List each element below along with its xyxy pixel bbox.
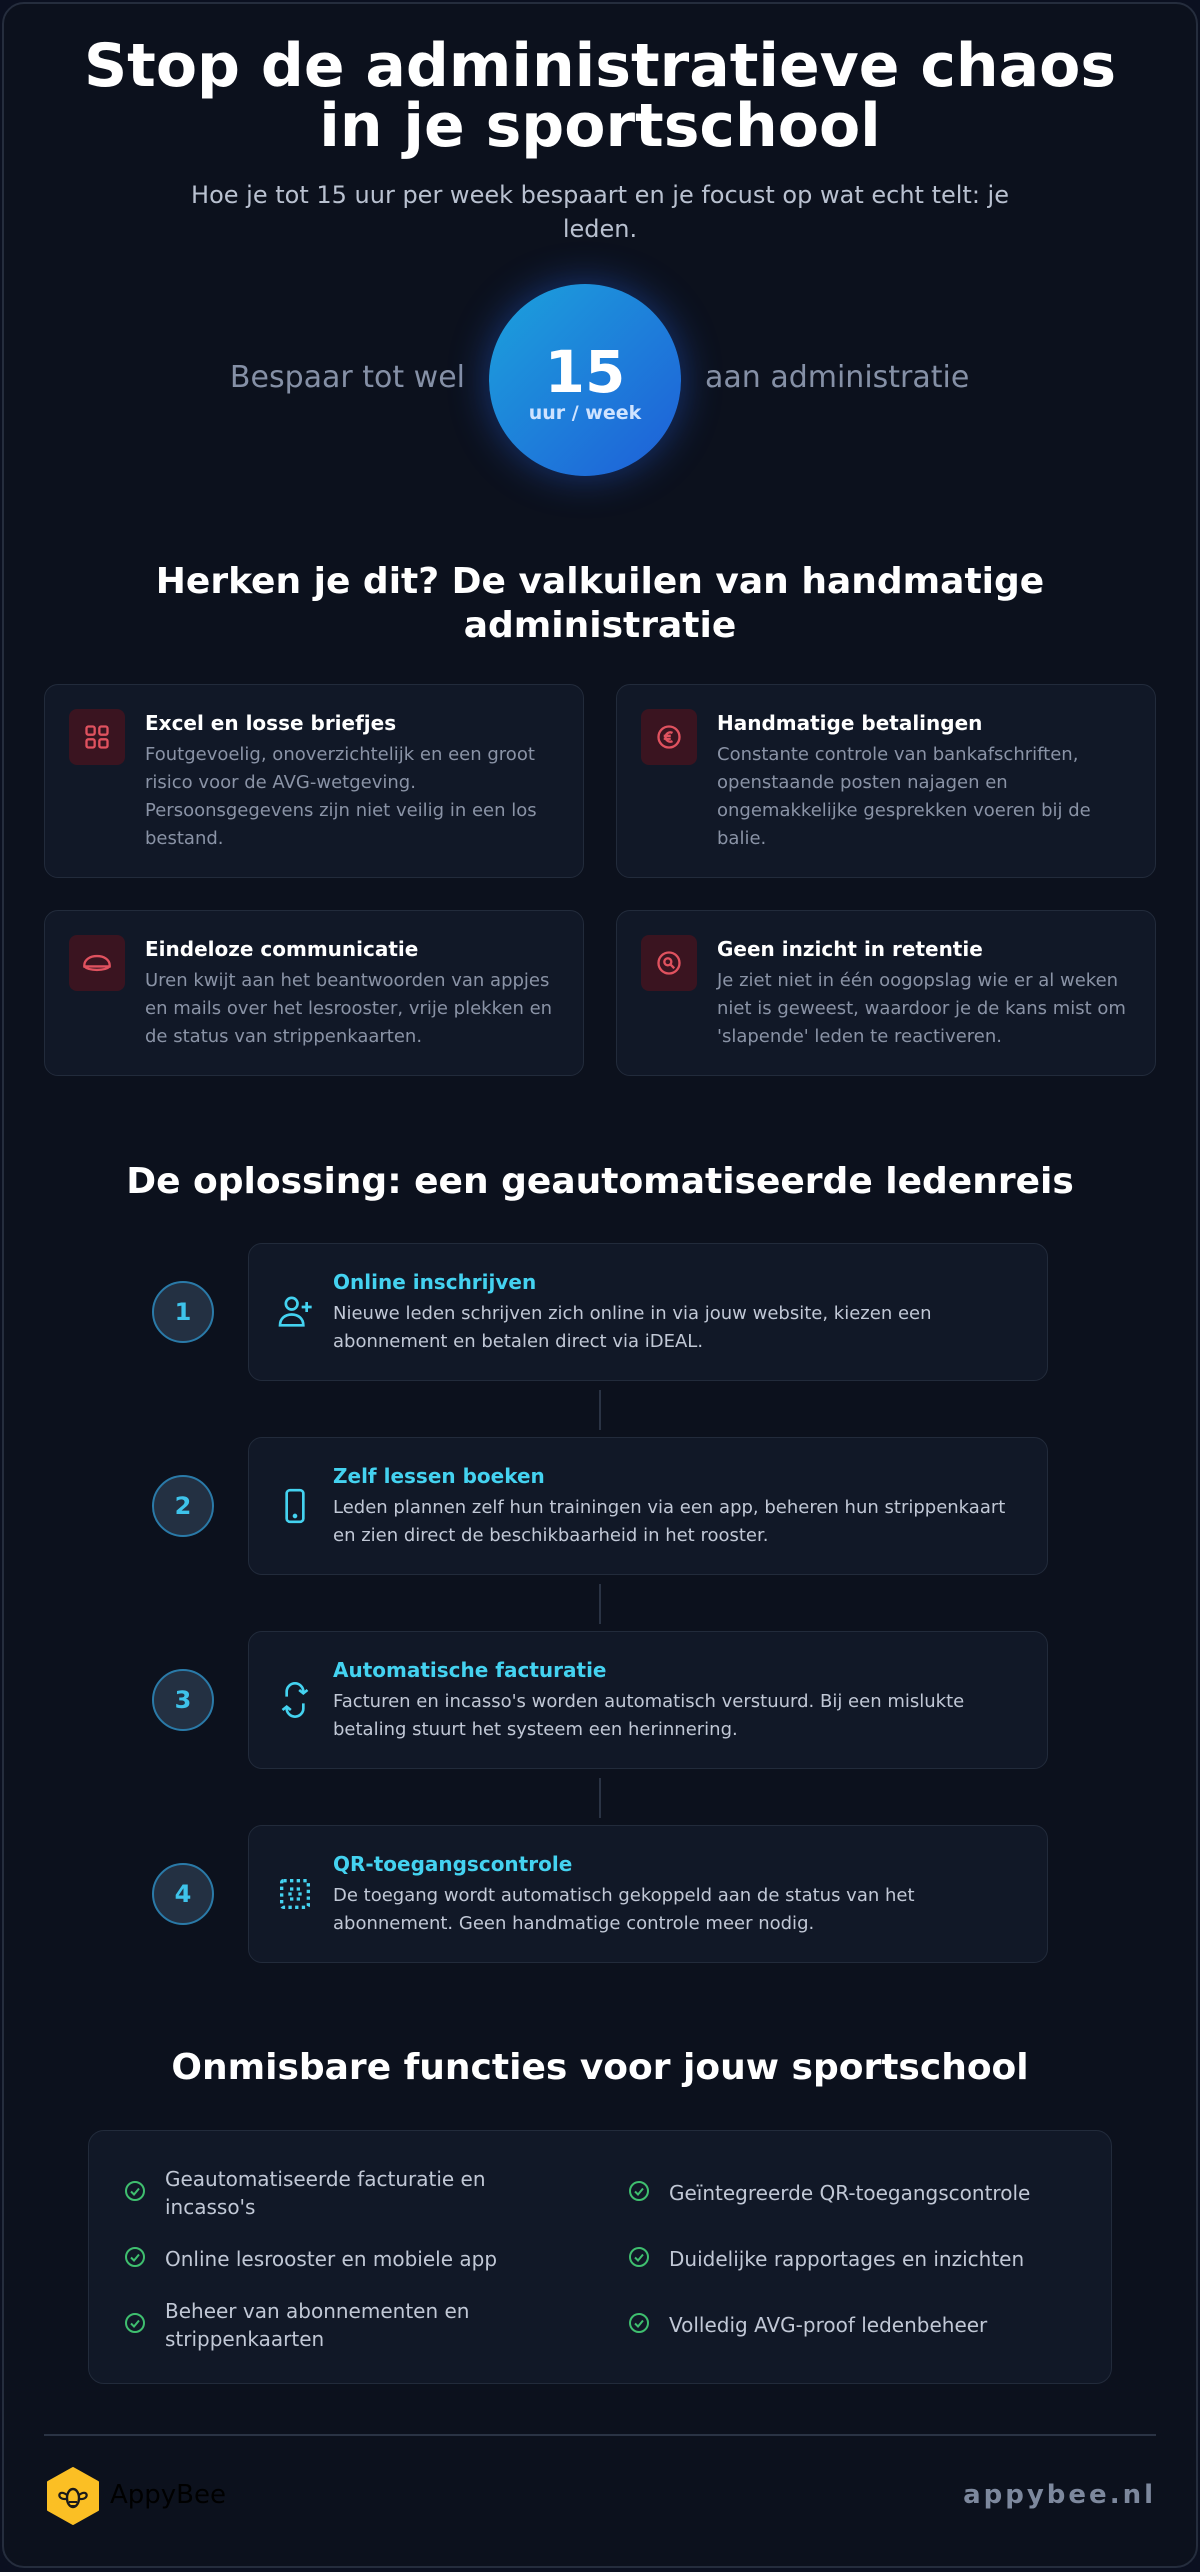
check-circle-icon xyxy=(123,2179,147,2203)
features-title: Onmisbare functies voor jouw sportschool xyxy=(171,2047,1029,2088)
pitfalls-title: Herken je dit? De valkuilen van handmatige administratie xyxy=(155,561,1045,646)
step-title: Online inschrijven xyxy=(333,1270,537,1294)
feature-text: Geautomatiseerde facturatie en incasso's xyxy=(165,2167,486,2219)
feature-text: Online lesrooster en mobiele app xyxy=(165,2247,498,2271)
feature-text: Beheer van abonnementen en strippenkaarten xyxy=(165,2299,470,2351)
pitfall-card xyxy=(44,910,584,1076)
chat-icon xyxy=(69,935,125,991)
step-connector xyxy=(599,1584,601,1624)
stat-right-text: aan administratie xyxy=(705,360,970,395)
step-card xyxy=(248,1825,1048,1963)
pitfall-title: Geen inzicht in retentie xyxy=(717,937,983,961)
step-number: 2 xyxy=(152,1475,214,1537)
euro-icon xyxy=(641,709,697,765)
step-connector xyxy=(599,1390,601,1430)
check-circle-icon xyxy=(123,2245,147,2269)
stat-circle xyxy=(489,284,681,476)
hero-title-line2: in je sportschool xyxy=(319,91,881,161)
step-card xyxy=(248,1243,1048,1381)
solution-title: De oplossing: een geautomatiseerde ledenreis xyxy=(126,1161,1074,1202)
check-circle-icon xyxy=(123,2311,147,2335)
feature-text: Geïntegreerde QR-toegangscontrole xyxy=(669,2181,1031,2205)
step-text: Leden plannen zelf hun trainingen via een app, beheren hun strippenkaart en zien direct de beschikbaarheid in het rooster. xyxy=(333,1497,1006,1546)
check-circle-icon xyxy=(627,2245,651,2269)
step-text: Facturen en incasso's worden automatisch verstuurd. Bij een mislukte betaling stuurt het systeem een herinnering. xyxy=(333,1691,965,1740)
features-box xyxy=(88,2130,1112,2384)
stat-number: 15 xyxy=(544,338,626,406)
pitfall-card xyxy=(44,684,584,878)
appybee-logo-icon xyxy=(44,2466,102,2526)
pitfall-card xyxy=(616,684,1156,878)
check-circle-icon xyxy=(627,2179,651,2203)
pitfall-title: Eindeloze communicatie xyxy=(145,937,419,961)
grid-icon xyxy=(69,709,125,765)
pitfall-text: Constante controle van bankafschriften, openstaande posten najagen en ongemakkelijke gesprekken voeren bij de balie. xyxy=(717,744,1091,849)
phone-icon xyxy=(275,1486,315,1526)
step-title: Zelf lessen boeken xyxy=(333,1464,545,1488)
pitfall-text: Foutgevoelig, onoverzichtelijk en een groot risico voor de AVG-wetgeving. Persoonsgegevens zijn niet veilig in een los bestand. xyxy=(145,744,537,849)
pitfall-text: Je ziet niet in één oogopslag wie er al weken niet is geweest, waardoor je de kans mist om 'slapende' leden te reactiveren. xyxy=(717,970,1126,1047)
step-title: Automatische facturatie xyxy=(333,1658,607,1682)
qr-icon xyxy=(275,1874,315,1914)
refresh-icon xyxy=(275,1680,315,1720)
step-connector xyxy=(599,1778,601,1818)
stat-left-text: Bespaar tot wel xyxy=(229,360,465,395)
step-number: 3 xyxy=(152,1669,214,1731)
step-card xyxy=(248,1631,1048,1769)
pitfall-card xyxy=(616,910,1156,1076)
feature-text: Duidelijke rapportages en inzichten xyxy=(669,2247,1025,2271)
search-icon xyxy=(641,935,697,991)
check-circle-icon xyxy=(627,2311,651,2335)
step-text: De toegang wordt automatisch gekoppeld aan de status van het abonnement. Geen handmatige controle meer nodig. xyxy=(333,1885,915,1934)
pitfall-title: Handmatige betalingen xyxy=(717,711,983,735)
step-number: 1 xyxy=(152,1281,214,1343)
website-link[interactable]: appybee.nl xyxy=(963,2480,1156,2510)
pitfall-text: Uren kwijt aan het beantwoorden van appjes en mails over het lesrooster, vrije plekken en de status van strippenkaarten. xyxy=(145,970,553,1047)
user-plus-icon xyxy=(275,1292,315,1332)
step-text: Nieuwe leden schrijven zich online in via jouw website, kiezen een abonnement en betalen direct via iDEAL. xyxy=(333,1303,932,1352)
hero-title xyxy=(0,31,1200,161)
step-number: 4 xyxy=(152,1863,214,1925)
step-card xyxy=(248,1437,1048,1575)
savings-stat xyxy=(0,282,1200,478)
hero-subtitle: Hoe je tot 15 uur per week bespaart en je focust op wat echt telt: je leden. xyxy=(191,181,1009,243)
feature-text: Volledig AVG-proof ledenbeheer xyxy=(669,2313,988,2337)
brand-name: AppyBee xyxy=(110,2480,227,2510)
pitfall-title: Excel en losse briefjes xyxy=(145,711,397,735)
hero-title-line1: Stop de administratieve chaos xyxy=(83,31,1117,101)
footer-divider xyxy=(44,2434,1156,2436)
stat-unit: uur / week xyxy=(528,402,642,424)
step-title: QR-toegangscontrole xyxy=(333,1852,573,1876)
